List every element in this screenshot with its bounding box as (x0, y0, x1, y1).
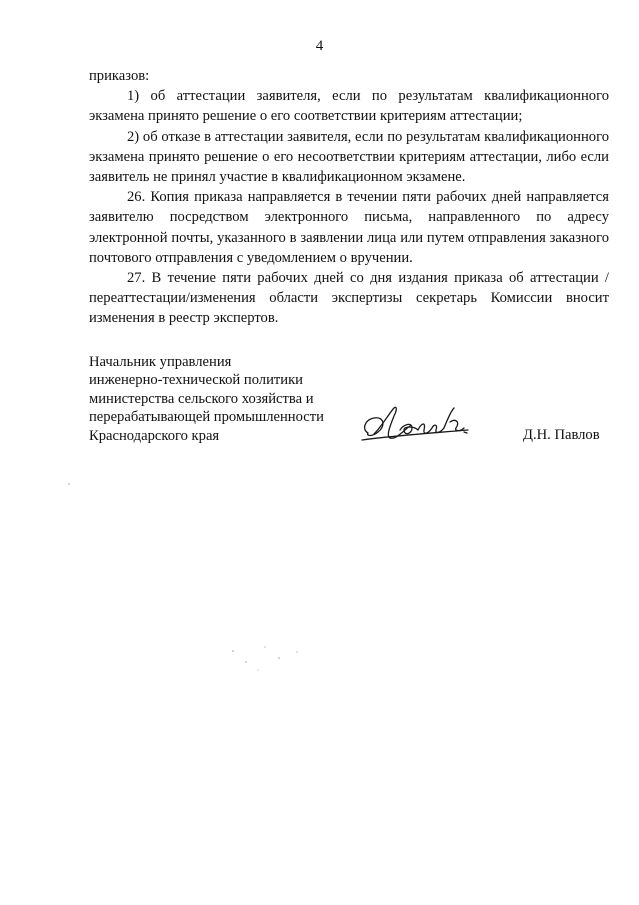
paragraph-item-2: 2) об отказе в аттестации заявителя, если по результатам квалификационного экзамена принято решение о его несоответствии критериям аттестации, либо если заявитель не принял участие в квалификационном экзамене. (89, 128, 609, 186)
signatory-name: Д.Н. Павлов (523, 427, 600, 443)
page-number: 4 (315, 38, 324, 54)
signatory-title-line: перерабатывающей промышленности (89, 409, 324, 426)
paragraph-item-1: 1) об аттестации заявителя, если по результатам квалификационного экзамена принято решение о его соответствии критериям аттестации; (89, 88, 609, 125)
paragraph-clause-27: 27. В течение пяти рабочих дней со дня издания приказа об аттестации /переаттестации/изменения области экспертизы секретарь Комиссии вносит изменения в реестр экспертов. (89, 270, 609, 327)
document-body (89, 66, 609, 329)
signatory-title-line: министерства сельского хозяйства и (89, 390, 314, 407)
paragraph-clause-26: 26. Копия приказа направляется в течении пяти рабочих дней направляется заявителю посредством электронного письма, направленного по адресу электронной почты, указанного в заявлении лица или путем отправления заказного почтового отправления с уведомлением о вручении. (89, 189, 609, 266)
signatory-title-line: Краснодарского края (89, 427, 220, 444)
signatory-title-line: инженерно-технической политики (89, 372, 303, 389)
handwritten-signature (360, 400, 480, 455)
signatory-title-line: Начальник управления (89, 354, 232, 370)
paragraph-intro: приказов: (89, 68, 150, 84)
